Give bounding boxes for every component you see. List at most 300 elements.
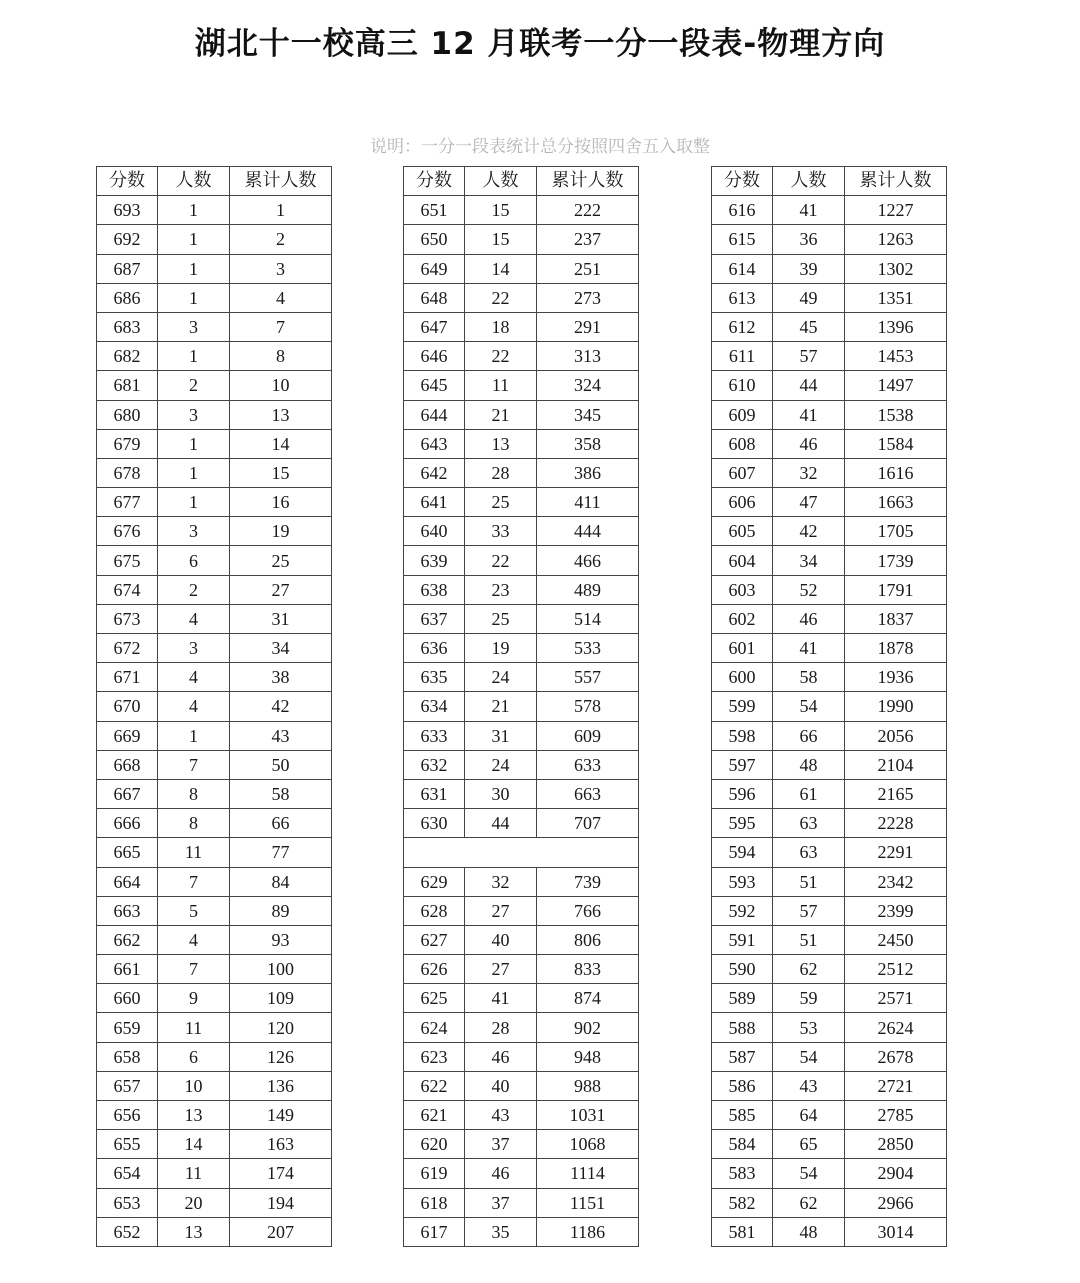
cumulative-cell: 533 — [537, 634, 639, 663]
cumulative-cell: 1227 — [845, 196, 947, 225]
table-row — [97, 1101, 332, 1130]
score-cell: 647 — [404, 312, 465, 341]
table-row — [712, 955, 947, 984]
score-cell: 585 — [712, 1101, 773, 1130]
table-row — [404, 546, 639, 575]
cumulative-cell: 2399 — [845, 896, 947, 925]
score-cell: 616 — [712, 196, 773, 225]
score-cell: 617 — [404, 1217, 465, 1246]
count-cell: 44 — [465, 809, 537, 838]
table-row — [97, 984, 332, 1013]
table-row — [712, 1217, 947, 1246]
score-cell: 622 — [404, 1071, 465, 1100]
score-cell: 629 — [404, 867, 465, 896]
table-row — [404, 721, 639, 750]
count-cell: 5 — [158, 896, 230, 925]
cumulative-cell: 444 — [537, 517, 639, 546]
cumulative-cell: 66 — [230, 809, 332, 838]
table-body — [97, 196, 332, 1247]
score-cell: 600 — [712, 663, 773, 692]
score-cell: 692 — [97, 225, 158, 254]
count-cell: 52 — [773, 575, 845, 604]
score-cell: 648 — [404, 283, 465, 312]
cumulative-cell: 109 — [230, 984, 332, 1013]
table-row — [97, 342, 332, 371]
cumulative-cell: 633 — [537, 750, 639, 779]
table-row — [404, 955, 639, 984]
table-row — [404, 488, 639, 517]
score-cell: 654 — [97, 1159, 158, 1188]
table-row — [97, 488, 332, 517]
count-cell: 59 — [773, 984, 845, 1013]
header-cumulative: 累计人数 — [845, 167, 947, 196]
score-cell: 642 — [404, 458, 465, 487]
cumulative-cell: 50 — [230, 750, 332, 779]
table-row — [97, 925, 332, 954]
cumulative-cell: 514 — [537, 604, 639, 633]
table-row — [712, 663, 947, 692]
count-cell: 3 — [158, 400, 230, 429]
table-row — [97, 721, 332, 750]
count-cell: 46 — [773, 604, 845, 633]
cumulative-cell: 120 — [230, 1013, 332, 1042]
table-row — [712, 225, 947, 254]
score-cell: 636 — [404, 634, 465, 663]
count-cell: 1 — [158, 342, 230, 371]
score-cell: 677 — [97, 488, 158, 517]
cumulative-cell: 2228 — [845, 809, 947, 838]
count-cell: 7 — [158, 867, 230, 896]
table-row — [97, 458, 332, 487]
cumulative-cell: 1837 — [845, 604, 947, 633]
score-cell: 686 — [97, 283, 158, 312]
table-row — [404, 925, 639, 954]
table-row — [404, 1042, 639, 1071]
count-cell: 32 — [465, 867, 537, 896]
score-cell: 639 — [404, 546, 465, 575]
score-cell: 626 — [404, 955, 465, 984]
cumulative-cell: 2450 — [845, 925, 947, 954]
count-cell: 28 — [465, 458, 537, 487]
count-cell: 33 — [465, 517, 537, 546]
score-table-2 — [403, 166, 639, 1247]
page-title: 湖北十一校高三 12 月联考一分一段表-物理方向 — [194, 26, 886, 62]
cumulative-cell: 2165 — [845, 779, 947, 808]
cumulative-cell: 874 — [537, 984, 639, 1013]
count-cell: 13 — [465, 429, 537, 458]
cumulative-cell: 3 — [230, 254, 332, 283]
count-cell: 21 — [465, 400, 537, 429]
table-row — [712, 1130, 947, 1159]
count-cell: 22 — [465, 283, 537, 312]
count-cell: 57 — [773, 896, 845, 925]
score-cell: 625 — [404, 984, 465, 1013]
count-cell: 41 — [465, 984, 537, 1013]
table-row — [97, 604, 332, 633]
cumulative-cell: 2342 — [845, 867, 947, 896]
table-row — [404, 867, 639, 896]
count-cell: 39 — [773, 254, 845, 283]
table-row — [404, 312, 639, 341]
table-row — [404, 196, 639, 225]
count-cell: 18 — [465, 312, 537, 341]
table-row — [97, 546, 332, 575]
table-row — [712, 196, 947, 225]
table-row — [404, 1130, 639, 1159]
count-cell: 48 — [773, 750, 845, 779]
score-cell: 640 — [404, 517, 465, 546]
cumulative-cell: 2850 — [845, 1130, 947, 1159]
cumulative-cell: 1186 — [537, 1217, 639, 1246]
score-cell: 631 — [404, 779, 465, 808]
cumulative-cell: 833 — [537, 955, 639, 984]
cumulative-cell: 663 — [537, 779, 639, 808]
table-row — [712, 721, 947, 750]
table-row — [97, 429, 332, 458]
count-cell: 30 — [465, 779, 537, 808]
cumulative-cell: 1114 — [537, 1159, 639, 1188]
score-cell: 615 — [712, 225, 773, 254]
cumulative-cell: 1990 — [845, 692, 947, 721]
score-cell: 660 — [97, 984, 158, 1013]
table-row — [712, 1042, 947, 1071]
score-cell: 630 — [404, 809, 465, 838]
count-cell: 34 — [773, 546, 845, 575]
cumulative-cell: 1705 — [845, 517, 947, 546]
cumulative-cell: 7 — [230, 312, 332, 341]
score-cell: 591 — [712, 925, 773, 954]
cumulative-cell: 251 — [537, 254, 639, 283]
cumulative-cell: 273 — [537, 283, 639, 312]
table-row — [97, 750, 332, 779]
count-cell: 15 — [465, 225, 537, 254]
cumulative-cell: 386 — [537, 458, 639, 487]
score-cell: 657 — [97, 1071, 158, 1100]
cumulative-cell: 489 — [537, 575, 639, 604]
count-cell: 1 — [158, 225, 230, 254]
cumulative-cell: 43 — [230, 721, 332, 750]
count-cell: 43 — [465, 1101, 537, 1130]
count-cell: 3 — [158, 634, 230, 663]
count-cell: 37 — [465, 1130, 537, 1159]
header-count: 人数 — [465, 167, 537, 196]
count-cell: 11 — [158, 1159, 230, 1188]
table-note: 说明：一分一段表统计总分按照四舍五入取整 — [370, 137, 710, 157]
table-row — [404, 283, 639, 312]
count-cell: 41 — [773, 634, 845, 663]
score-cell: 683 — [97, 312, 158, 341]
score-cell: 675 — [97, 546, 158, 575]
cumulative-cell: 806 — [537, 925, 639, 954]
count-cell: 25 — [465, 604, 537, 633]
count-cell: 3 — [158, 312, 230, 341]
table-row — [97, 1042, 332, 1071]
count-cell: 4 — [158, 925, 230, 954]
table-row — [712, 750, 947, 779]
cumulative-cell: 207 — [230, 1217, 332, 1246]
score-table-3 — [711, 166, 947, 1247]
score-cell: 668 — [97, 750, 158, 779]
cumulative-cell: 1584 — [845, 429, 947, 458]
score-cell: 587 — [712, 1042, 773, 1071]
table-row — [404, 400, 639, 429]
score-cell: 672 — [97, 634, 158, 663]
header-count: 人数 — [158, 167, 230, 196]
score-cell: 602 — [712, 604, 773, 633]
table-header-row — [404, 167, 639, 196]
count-cell: 11 — [465, 371, 537, 400]
score-cell: 597 — [712, 750, 773, 779]
score-cell: 586 — [712, 1071, 773, 1100]
cumulative-cell: 84 — [230, 867, 332, 896]
table-row — [712, 312, 947, 341]
table-row — [404, 254, 639, 283]
table-row — [712, 809, 947, 838]
score-cell: 666 — [97, 809, 158, 838]
cumulative-cell: 3014 — [845, 1217, 947, 1246]
table-row — [97, 517, 332, 546]
table-row — [712, 604, 947, 633]
count-cell: 63 — [773, 809, 845, 838]
header-score: 分数 — [97, 167, 158, 196]
score-cell: 650 — [404, 225, 465, 254]
count-cell: 58 — [773, 663, 845, 692]
count-cell: 40 — [465, 925, 537, 954]
table-row — [404, 1071, 639, 1100]
cumulative-cell: 948 — [537, 1042, 639, 1071]
table-row — [97, 692, 332, 721]
count-cell: 8 — [158, 779, 230, 808]
score-cell: 669 — [97, 721, 158, 750]
table-row — [97, 575, 332, 604]
count-cell: 1 — [158, 458, 230, 487]
table-row — [712, 283, 947, 312]
score-table-1 — [96, 166, 332, 1247]
count-cell: 7 — [158, 955, 230, 984]
count-cell: 15 — [465, 196, 537, 225]
count-cell: 35 — [465, 1217, 537, 1246]
score-cell: 670 — [97, 692, 158, 721]
score-cell: 641 — [404, 488, 465, 517]
header-cumulative: 累计人数 — [537, 167, 639, 196]
score-cell: 604 — [712, 546, 773, 575]
cumulative-cell: 237 — [537, 225, 639, 254]
cumulative-cell: 15 — [230, 458, 332, 487]
cumulative-cell: 902 — [537, 1013, 639, 1042]
count-cell: 43 — [773, 1071, 845, 1100]
table-row — [404, 1217, 639, 1246]
score-cell: 643 — [404, 429, 465, 458]
score-cell: 601 — [712, 634, 773, 663]
cumulative-cell: 13 — [230, 400, 332, 429]
table-row — [712, 458, 947, 487]
count-cell: 22 — [465, 342, 537, 371]
cumulative-cell: 291 — [537, 312, 639, 341]
count-cell: 51 — [773, 925, 845, 954]
cumulative-cell: 25 — [230, 546, 332, 575]
cumulative-cell: 42 — [230, 692, 332, 721]
count-cell: 32 — [773, 458, 845, 487]
score-cell: 632 — [404, 750, 465, 779]
count-cell: 46 — [465, 1042, 537, 1071]
table-row — [404, 1101, 639, 1130]
score-cell: 674 — [97, 575, 158, 604]
score-cell: 680 — [97, 400, 158, 429]
cumulative-cell: 1 — [230, 196, 332, 225]
cumulative-cell: 557 — [537, 663, 639, 692]
cumulative-cell: 739 — [537, 867, 639, 896]
table-row — [97, 896, 332, 925]
count-cell: 46 — [465, 1159, 537, 1188]
score-cell: 596 — [712, 779, 773, 808]
cumulative-cell: 163 — [230, 1130, 332, 1159]
cumulative-cell: 2512 — [845, 955, 947, 984]
header-count: 人数 — [773, 167, 845, 196]
count-cell: 28 — [465, 1013, 537, 1042]
score-cell: 635 — [404, 663, 465, 692]
blank-cell — [404, 838, 639, 867]
table-row — [97, 371, 332, 400]
score-cell: 671 — [97, 663, 158, 692]
score-cell: 603 — [712, 575, 773, 604]
cumulative-cell: 766 — [537, 896, 639, 925]
score-cell: 608 — [712, 429, 773, 458]
score-cell: 665 — [97, 838, 158, 867]
score-cell: 638 — [404, 575, 465, 604]
table-row — [404, 750, 639, 779]
table-row — [97, 196, 332, 225]
score-cell: 607 — [712, 458, 773, 487]
table-row — [97, 1217, 332, 1246]
score-cell: 633 — [404, 721, 465, 750]
count-cell: 46 — [773, 429, 845, 458]
count-cell: 40 — [465, 1071, 537, 1100]
count-cell: 2 — [158, 575, 230, 604]
table-row — [404, 371, 639, 400]
score-cell: 618 — [404, 1188, 465, 1217]
cumulative-cell: 149 — [230, 1101, 332, 1130]
cumulative-cell: 313 — [537, 342, 639, 371]
count-cell: 25 — [465, 488, 537, 517]
score-cell: 664 — [97, 867, 158, 896]
table-row — [712, 896, 947, 925]
count-cell: 1 — [158, 488, 230, 517]
cumulative-cell: 222 — [537, 196, 639, 225]
count-cell: 42 — [773, 517, 845, 546]
score-cell: 667 — [97, 779, 158, 808]
cumulative-cell: 2291 — [845, 838, 947, 867]
table-row — [404, 225, 639, 254]
count-cell: 1 — [158, 196, 230, 225]
score-cell: 599 — [712, 692, 773, 721]
cumulative-cell: 100 — [230, 955, 332, 984]
score-cell: 659 — [97, 1013, 158, 1042]
count-cell: 3 — [158, 517, 230, 546]
cumulative-cell: 89 — [230, 896, 332, 925]
table-row — [97, 867, 332, 896]
table-row — [97, 283, 332, 312]
count-cell: 27 — [465, 896, 537, 925]
score-cell: 645 — [404, 371, 465, 400]
table-row — [404, 896, 639, 925]
count-cell: 24 — [465, 750, 537, 779]
score-cell: 662 — [97, 925, 158, 954]
cumulative-cell: 1663 — [845, 488, 947, 517]
table-row — [404, 1013, 639, 1042]
table-row — [404, 604, 639, 633]
cumulative-cell: 707 — [537, 809, 639, 838]
score-cell: 678 — [97, 458, 158, 487]
cumulative-cell: 194 — [230, 1188, 332, 1217]
count-cell: 24 — [465, 663, 537, 692]
table-row — [712, 371, 947, 400]
score-cell: 651 — [404, 196, 465, 225]
table-row — [712, 1101, 947, 1130]
score-cell: 610 — [712, 371, 773, 400]
table-row — [712, 429, 947, 458]
cumulative-cell: 136 — [230, 1071, 332, 1100]
score-cell: 606 — [712, 488, 773, 517]
score-cell: 609 — [712, 400, 773, 429]
cumulative-cell: 324 — [537, 371, 639, 400]
table-row — [97, 779, 332, 808]
cumulative-cell: 16 — [230, 488, 332, 517]
cumulative-cell: 4 — [230, 283, 332, 312]
table-row — [97, 254, 332, 283]
table-row — [97, 1159, 332, 1188]
table-row — [97, 663, 332, 692]
score-cell: 679 — [97, 429, 158, 458]
score-cell: 589 — [712, 984, 773, 1013]
cumulative-cell: 1396 — [845, 312, 947, 341]
score-cell: 653 — [97, 1188, 158, 1217]
count-cell: 54 — [773, 692, 845, 721]
table-row — [712, 779, 947, 808]
cumulative-cell: 1739 — [845, 546, 947, 575]
score-cell: 646 — [404, 342, 465, 371]
table-row — [404, 779, 639, 808]
table-row — [712, 925, 947, 954]
table-row — [97, 225, 332, 254]
table-row — [404, 575, 639, 604]
table-row — [404, 342, 639, 371]
table-row — [404, 663, 639, 692]
count-cell: 22 — [465, 546, 537, 575]
cumulative-cell: 31 — [230, 604, 332, 633]
cumulative-cell: 2 — [230, 225, 332, 254]
table-row — [97, 809, 332, 838]
count-cell: 54 — [773, 1159, 845, 1188]
table-row — [404, 517, 639, 546]
cumulative-cell: 609 — [537, 721, 639, 750]
cumulative-cell: 8 — [230, 342, 332, 371]
table-row — [97, 1071, 332, 1100]
cumulative-cell: 2721 — [845, 1071, 947, 1100]
score-cell: 661 — [97, 955, 158, 984]
count-cell: 8 — [158, 809, 230, 838]
count-cell: 14 — [465, 254, 537, 283]
count-cell: 1 — [158, 283, 230, 312]
score-cell: 624 — [404, 1013, 465, 1042]
count-cell: 41 — [773, 400, 845, 429]
cumulative-cell: 1068 — [537, 1130, 639, 1159]
table-row — [404, 692, 639, 721]
score-cell: 656 — [97, 1101, 158, 1130]
score-cell: 594 — [712, 838, 773, 867]
cumulative-cell: 1538 — [845, 400, 947, 429]
cumulative-cell: 174 — [230, 1159, 332, 1188]
table-row — [97, 1188, 332, 1217]
